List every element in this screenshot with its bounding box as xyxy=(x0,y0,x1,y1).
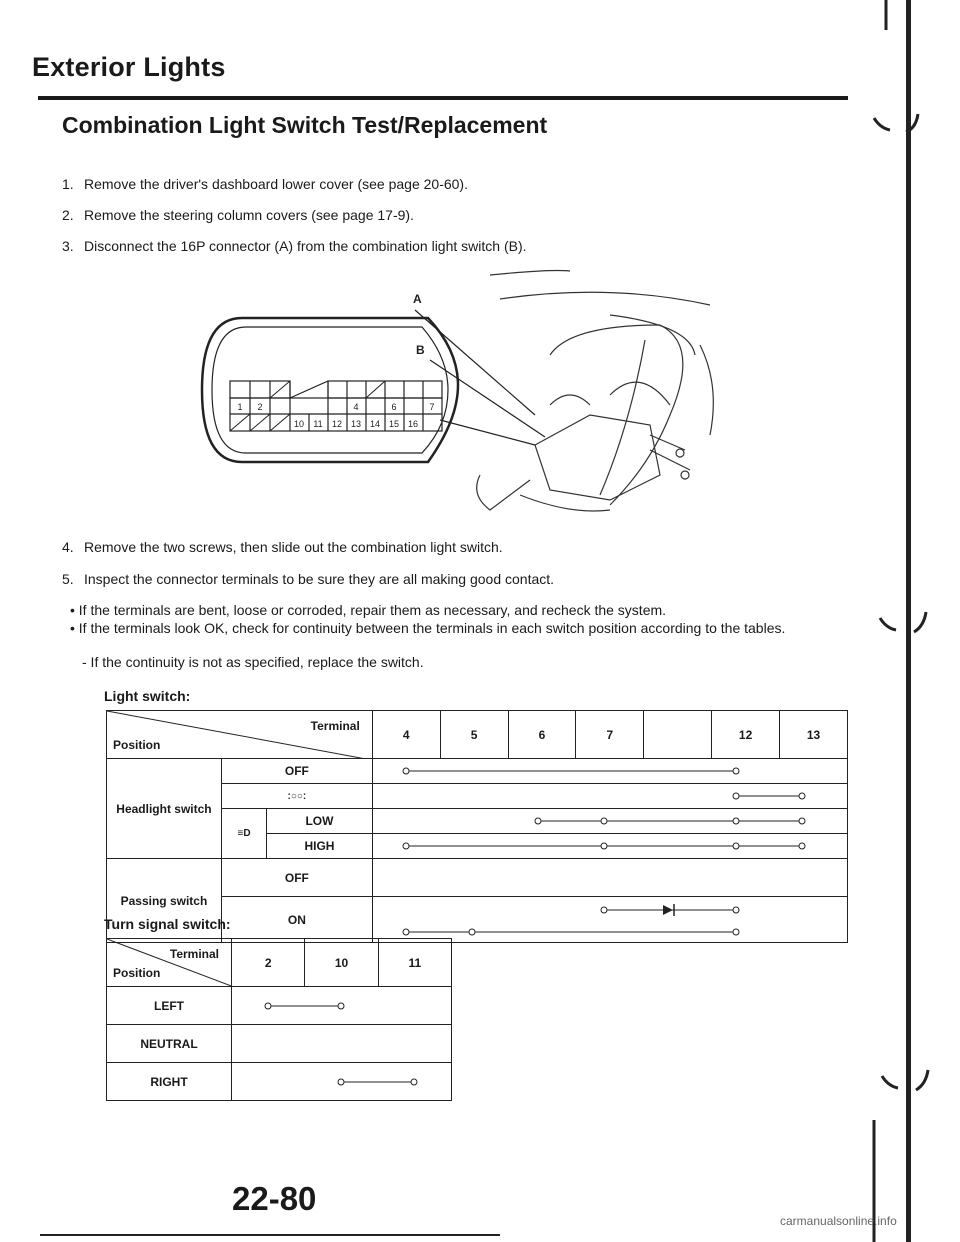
terminal-col: 2 xyxy=(232,939,305,987)
connector-inner-outline xyxy=(212,327,448,453)
headlight-icon: ≡D xyxy=(221,809,266,859)
headlight-switch-group: Headlight switch xyxy=(107,759,222,859)
terminal-col: 13 xyxy=(780,711,848,759)
position-high: HIGH xyxy=(267,834,373,859)
step-number: 5. xyxy=(62,571,74,587)
bullet-text: If the terminals are bent, loose or corroded, repair them as necessary, and recheck the system. xyxy=(78,602,667,618)
step-number: 3. xyxy=(62,238,74,254)
terminal-10: 10 xyxy=(293,419,305,429)
step-5 xyxy=(62,570,554,588)
terminal-11: 11 xyxy=(313,419,323,429)
terminal-15: 15 xyxy=(388,419,400,429)
turn-signal-table xyxy=(106,938,452,1101)
step-text: Remove the driver's dashboard lower cover (see page 20-60). xyxy=(84,176,468,192)
connector-outline xyxy=(202,318,458,462)
step-2 xyxy=(62,206,414,224)
light-switch-label: Light switch: xyxy=(104,688,191,704)
terminal-1: 1 xyxy=(237,402,243,412)
terminal-14: 14 xyxy=(369,419,381,429)
terminal-col: 6 xyxy=(508,711,576,759)
terminal-2: 2 xyxy=(257,402,263,412)
step-1 xyxy=(62,175,468,193)
step-text: Inspect the connector terminals to be sure they are all making good contact. xyxy=(84,571,555,587)
terminal-position-header xyxy=(107,939,232,987)
terminal-col: 12 xyxy=(712,711,780,759)
step-3 xyxy=(62,237,527,255)
sub-bullet-item xyxy=(82,654,842,671)
terminal-col: 5 xyxy=(440,711,508,759)
terminal-col: 4 xyxy=(372,711,440,759)
callout-a: A xyxy=(413,292,422,306)
terminal-col xyxy=(644,711,712,759)
leader-lines xyxy=(415,310,545,445)
terminal-4: 4 xyxy=(353,402,359,412)
continuity-row xyxy=(232,1063,452,1101)
terminal-col: 7 xyxy=(576,711,644,759)
parking-light-icon: :○○: xyxy=(221,784,372,809)
step-text: Remove the two screws, then slide out the combination light switch. xyxy=(84,539,503,555)
terminal-12: 12 xyxy=(331,419,343,429)
position-low: LOW xyxy=(267,809,373,834)
terminal-16: 16 xyxy=(407,419,419,429)
footer-watermark: carmanualsonline.info xyxy=(780,1214,897,1228)
terminal-7: 7 xyxy=(429,402,435,412)
position-header: Position xyxy=(113,738,161,752)
position-off: OFF xyxy=(221,759,372,784)
bullet-text: If the terminals look OK, check for continuity between the terminals in each switch position according to the tables. xyxy=(78,620,786,636)
sub-bullet-text: - If the continuity is not as specified, replace the switch. xyxy=(82,654,424,670)
binding-marks xyxy=(866,0,946,1242)
callout-b: B xyxy=(416,343,425,357)
page-title: Combination Light Switch Test/Replacement xyxy=(62,112,548,138)
terminal-header: Terminal xyxy=(310,719,360,733)
step-text: Remove the steering column covers (see page 17-9). xyxy=(84,207,414,223)
position-header: Position xyxy=(113,966,161,980)
page-number: 22-80 xyxy=(232,1180,317,1217)
passing-switch-group: Passing switch xyxy=(107,859,222,943)
continuity-row xyxy=(372,784,847,809)
header-rule xyxy=(38,96,848,100)
step-text: Disconnect the 16P connector (A) from the combination light switch (B). xyxy=(84,238,527,254)
connector-figure xyxy=(190,265,730,525)
position-neutral: NEUTRAL xyxy=(107,1025,232,1063)
terminal-col: 11 xyxy=(378,939,451,987)
continuity-row xyxy=(372,759,847,784)
terminal-position-header xyxy=(107,711,373,759)
position-left: LEFT xyxy=(107,987,232,1025)
continuity-row xyxy=(372,809,847,834)
step-number: 2. xyxy=(62,207,74,223)
bullet-item: • If the terminals are bent, loose or corroded, repair them as necessary, and recheck the system. xyxy=(70,602,667,618)
turn-signal-label: Turn signal switch: xyxy=(104,916,231,932)
terminal-13: 13 xyxy=(350,419,362,429)
terminal-6: 6 xyxy=(391,402,397,412)
continuity-row xyxy=(372,859,847,897)
continuity-row xyxy=(372,897,847,943)
bullet-item: • If the terminals look OK, check for continuity between the terminals in each switch position according to the tables. xyxy=(70,620,786,636)
terminal-numbers xyxy=(237,402,434,429)
step-number: 4. xyxy=(62,539,74,555)
section-title: Exterior Lights xyxy=(32,52,226,82)
position-right: RIGHT xyxy=(107,1063,232,1101)
terminal-header: Terminal xyxy=(169,947,219,961)
terminal-col: 10 xyxy=(305,939,378,987)
continuity-row xyxy=(232,987,452,1025)
steering-column-sketch xyxy=(477,271,714,512)
continuity-row xyxy=(232,1025,452,1063)
step-4 xyxy=(62,538,503,556)
footer-rule xyxy=(40,1234,500,1236)
position-off: OFF xyxy=(221,859,372,897)
position-on: ON xyxy=(221,897,372,943)
light-switch-table xyxy=(106,710,848,943)
continuity-row xyxy=(372,834,847,859)
step-number: 1. xyxy=(62,176,74,192)
